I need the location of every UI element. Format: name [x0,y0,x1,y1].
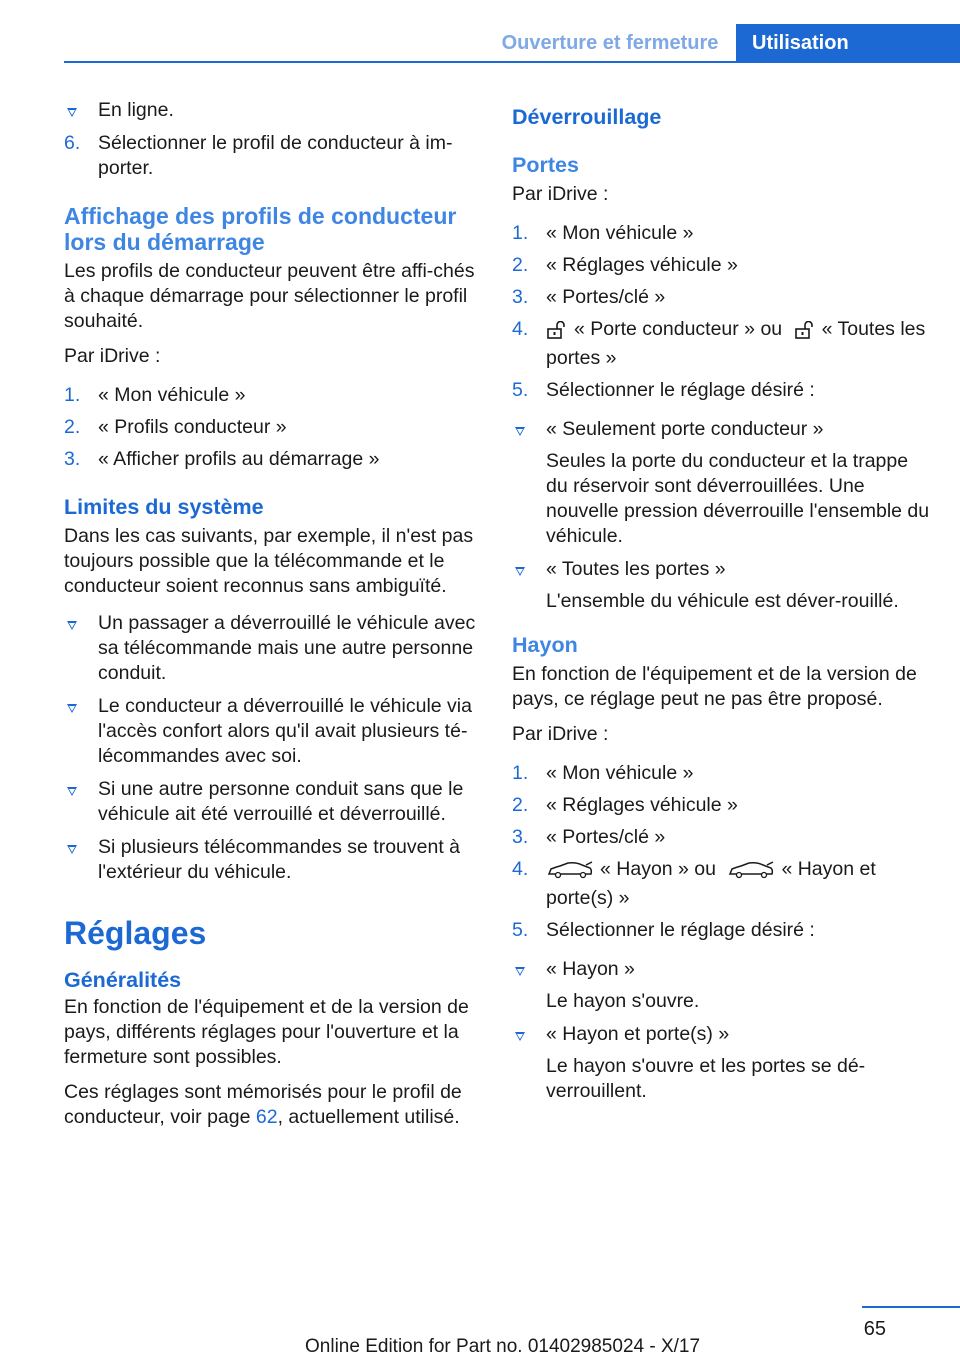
list-item: 3. « Afficher profils au démarrage » [64,448,380,470]
list-item: 5. Sélectionner le réglage désiré : [512,919,815,941]
list-item: Le conducteur a déverrouillé le véhicule via l'accès confort alors qu'il avait plusieurs té-lécommandes avec soi. [64,694,480,769]
list-item: « Seulement porte conducteur » Seules la porte du conducteur et la trappe du réservoir sont déverrouillées. Une nouvelle pression déverrouille l'ensemble du véhicule. [512,417,932,549]
triangle-bullet-icon [67,787,77,796]
all-doors-unlock-icon [794,321,816,346]
door-unlock-icon [546,321,568,346]
header-rule [64,61,960,63]
step-list [512,221,932,403]
list-item: Un passager a déverrouillé le véhicule avec sa télécommande mais une autre personne conduit. [64,611,480,686]
list-item: 2. « Profils conducteur » [64,416,287,438]
triangle-bullet-icon [67,108,77,117]
triangle-bullet-icon [515,427,525,436]
paragraph: Par iDrive : [512,183,609,205]
list-item: « Hayon et porte(s) » Le hayon s'ouvre et les portes se dé-verrouillent. [512,1022,932,1104]
footer-edition: Online Edition for Part no. 01402985024 - X/17 [305,1336,701,1357]
list-item: 1. « Mon véhicule » [64,384,246,406]
car-tailgate-doors-icon [727,861,775,886]
bullet-list [512,957,932,1104]
heading-tailgate: Hayon [512,633,578,657]
list-item: 3. « Portes/clé » [512,826,666,848]
header-section-tab: Ouverture et fermeture [501,32,719,54]
list-item: « Hayon » Le hayon s'ouvre. [512,957,932,1014]
paragraph: Par iDrive : [64,345,161,367]
right-column [512,102,932,1112]
footer-rule [862,1306,960,1308]
list-item: 1. « Mon véhicule » [512,222,694,244]
triangle-bullet-icon [67,621,77,630]
triangle-bullet-icon [515,967,525,976]
paragraph: En fonction de l'équipement et de la version de pays, ce réglage peut ne pas être proposé. [512,663,917,710]
paragraph: Ces réglages sont mémorisés pour le profil de conducteur, voir page 62, actuellement utilisé. [64,1081,462,1128]
list-item: En ligne. [64,98,480,123]
heading-general: Généralités [64,968,182,992]
triangle-bullet-icon [67,845,77,854]
heading-doors: Portes [512,153,579,177]
list-item: 5. Sélectionner le réglage désiré : [512,379,815,401]
paragraph: Dans les cas suivants, par exemple, il n'est pas toujours possible que la télécommande et le conducteur soient reconnus sans ambiguïté. [64,525,474,597]
heading-settings: Réglages [64,915,207,951]
heading-unlocking: Déverrouillage [512,105,662,129]
step-list [512,761,932,943]
triangle-bullet-icon [67,704,77,713]
paragraph: En fonction de l'équipement et de la version de pays, différents réglages pour l'ouverture et la fermeture sont possibles. [64,996,469,1068]
page-reference-link[interactable]: 62 [255,1106,278,1128]
paragraph: Par iDrive : [512,723,609,745]
list-item: Si plusieurs télécommandes se trouvent à l'extérieur du véhicule. [64,835,480,885]
bullet-list [512,417,932,614]
list-item: 2. « Réglages véhicule » [512,254,738,276]
step-list [64,131,480,181]
left-column [64,98,480,1140]
heading-display-profiles: Affichage des profils de conducteur lors du démarrage [64,203,457,255]
list-item: 2. « Réglages véhicule » [512,794,738,816]
paragraph: Les profils de conducteur peuvent être affi-chés à chaque démarrage pour sélectionner le profil souhaité. [64,260,475,332]
list-item: 6. Sélectionner le profil de conducteur à im-porter. [64,132,453,179]
list-item: Si une autre personne conduit sans que le véhicule ait été verrouillé et déverrouillé. [64,777,480,827]
page-number: 65 [863,1318,886,1340]
list-item: 4. « Hayon » ou « Hayon et porte(s) » [512,858,876,909]
triangle-bullet-icon [515,567,525,576]
car-tailgate-icon [546,861,594,886]
list-item: 3. « Portes/clé » [512,286,666,308]
bullet-list [64,611,480,885]
list-item: 1. « Mon véhicule » [512,762,694,784]
list-item: 4. « Porte conducteur » ou « Toutes les portes » [512,318,926,369]
heading-system-limits: Limites du système [64,495,264,519]
bullet-list [64,98,480,123]
triangle-bullet-icon [515,1032,525,1041]
header-chapter-tab: Utilisation [736,24,960,62]
step-list [64,383,480,472]
list-item: « Toutes les portes » L'ensemble du véhicule est déver-rouillé. [512,557,932,614]
